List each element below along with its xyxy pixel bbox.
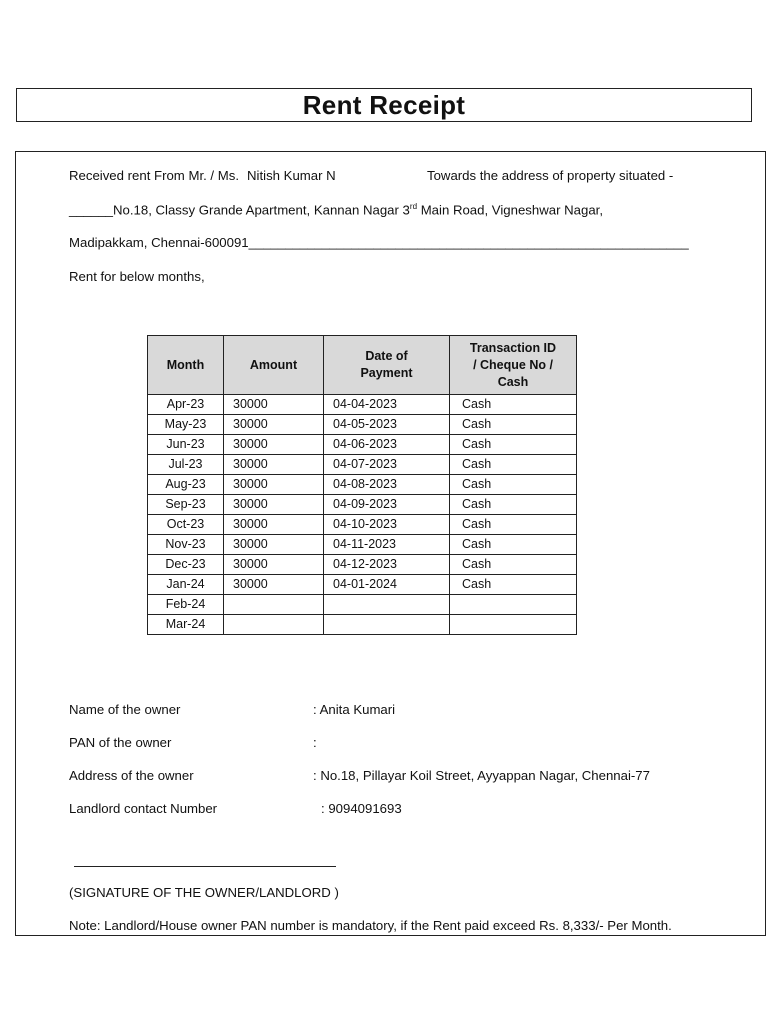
cell-amount: 30000 <box>224 455 324 475</box>
table-header-row <box>148 336 577 395</box>
address-line-1-suffix: Main Road, Vigneshwar Nagar, <box>417 202 603 218</box>
address-line-1-prefix: ______No.18, Classy Grande Apartment, Kannan Nagar 3 <box>69 202 410 218</box>
cell-amount: 30000 <box>224 475 324 495</box>
owner-name-label: Name of the owner <box>69 702 181 717</box>
table-body <box>148 395 577 635</box>
address-line-1 <box>69 202 603 217</box>
owner-contact-row <box>69 801 402 816</box>
owner-name-row <box>69 702 395 717</box>
cell-transaction: Cash <box>450 575 577 595</box>
owner-address-row <box>69 768 650 783</box>
signature-line <box>74 866 336 867</box>
cell-month: Jun-23 <box>148 435 224 455</box>
cell-amount: 30000 <box>224 495 324 515</box>
table-row <box>148 435 577 455</box>
cell-amount: 30000 <box>224 415 324 435</box>
title-box <box>16 88 752 122</box>
cell-transaction: Cash <box>450 435 577 455</box>
cell-transaction: Cash <box>450 515 577 535</box>
cell-date: 04-01-2024 <box>324 575 450 595</box>
cell-transaction: Cash <box>450 555 577 575</box>
cell-transaction: Cash <box>450 535 577 555</box>
ordinal-suffix: rd <box>409 202 418 211</box>
cell-month: Sep-23 <box>148 495 224 515</box>
rent-months-label: Rent for below months, <box>69 269 205 284</box>
header-transaction: Transaction ID / Cheque No / Cash <box>450 336 577 395</box>
cell-date: 04-04-2023 <box>324 395 450 415</box>
table-row <box>148 515 577 535</box>
cell-amount: 30000 <box>224 515 324 535</box>
table-row <box>148 535 577 555</box>
cell-date <box>324 615 450 635</box>
cell-date: 04-07-2023 <box>324 455 450 475</box>
cell-month: Jan-24 <box>148 575 224 595</box>
owner-address-value: : No.18, Pillayar Koil Street, Ayyappan Nagar, Chennai-77 <box>313 768 650 783</box>
cell-month: Jul-23 <box>148 455 224 475</box>
address-line-2: Madipakkam, Chennai-600091____________________________________________________________ <box>69 235 689 250</box>
cell-date: 04-09-2023 <box>324 495 450 515</box>
receipt-body <box>15 151 766 936</box>
cell-transaction <box>450 615 577 635</box>
owner-pan-value: : <box>313 735 317 750</box>
header-amount: Amount <box>224 336 324 395</box>
table-row <box>148 575 577 595</box>
cell-transaction <box>450 595 577 615</box>
cell-date <box>324 595 450 615</box>
tenant-name: Nitish Kumar N <box>247 168 336 183</box>
rent-table <box>147 335 577 635</box>
table-row <box>148 415 577 435</box>
towards-label: Towards the address of property situated - <box>427 168 674 183</box>
table-row <box>148 615 577 635</box>
cell-month: Nov-23 <box>148 535 224 555</box>
cell-month: Feb-24 <box>148 595 224 615</box>
cell-date: 04-10-2023 <box>324 515 450 535</box>
cell-amount: 30000 <box>224 435 324 455</box>
table-row <box>148 455 577 475</box>
received-from-line <box>69 168 674 183</box>
cell-amount: 30000 <box>224 555 324 575</box>
table-row <box>148 395 577 415</box>
cell-amount <box>224 615 324 635</box>
table-row <box>148 475 577 495</box>
cell-transaction: Cash <box>450 495 577 515</box>
cell-date: 04-05-2023 <box>324 415 450 435</box>
owner-contact-value: : 9094091693 <box>321 801 402 816</box>
cell-month: May-23 <box>148 415 224 435</box>
cell-amount: 30000 <box>224 395 324 415</box>
received-label: Received rent From Mr. / Ms. <box>69 168 240 183</box>
page-title: Rent Receipt <box>302 90 466 120</box>
cell-transaction: Cash <box>450 415 577 435</box>
cell-amount: 30000 <box>224 535 324 555</box>
owner-contact-label: Landlord contact Number <box>69 801 218 816</box>
owner-pan-label: PAN of the owner <box>69 735 172 750</box>
header-date: Date of Payment <box>324 336 450 395</box>
cell-amount: 30000 <box>224 575 324 595</box>
table-row <box>148 495 577 515</box>
cell-month: Aug-23 <box>148 475 224 495</box>
pan-note: Note: Landlord/House owner PAN number is mandatory, if the Rent paid exceed Rs. 8,333/- Per Month. <box>69 918 672 933</box>
signature-label: (SIGNATURE OF THE OWNER/LANDLORD ) <box>69 885 339 900</box>
cell-month: Apr-23 <box>148 395 224 415</box>
cell-transaction: Cash <box>450 395 577 415</box>
cell-date: 04-12-2023 <box>324 555 450 575</box>
cell-amount <box>224 595 324 615</box>
header-month: Month <box>148 336 224 395</box>
cell-month: Dec-23 <box>148 555 224 575</box>
cell-transaction: Cash <box>450 455 577 475</box>
table-row <box>148 595 577 615</box>
cell-date: 04-11-2023 <box>324 535 450 555</box>
cell-month: Mar-24 <box>148 615 224 635</box>
owner-pan-row <box>69 735 317 750</box>
table-row <box>148 555 577 575</box>
owner-address-label: Address of the owner <box>69 768 194 783</box>
cell-date: 04-06-2023 <box>324 435 450 455</box>
owner-name-value: : Anita Kumari <box>313 702 396 717</box>
cell-date: 04-08-2023 <box>324 475 450 495</box>
cell-month: Oct-23 <box>148 515 224 535</box>
cell-transaction: Cash <box>450 475 577 495</box>
